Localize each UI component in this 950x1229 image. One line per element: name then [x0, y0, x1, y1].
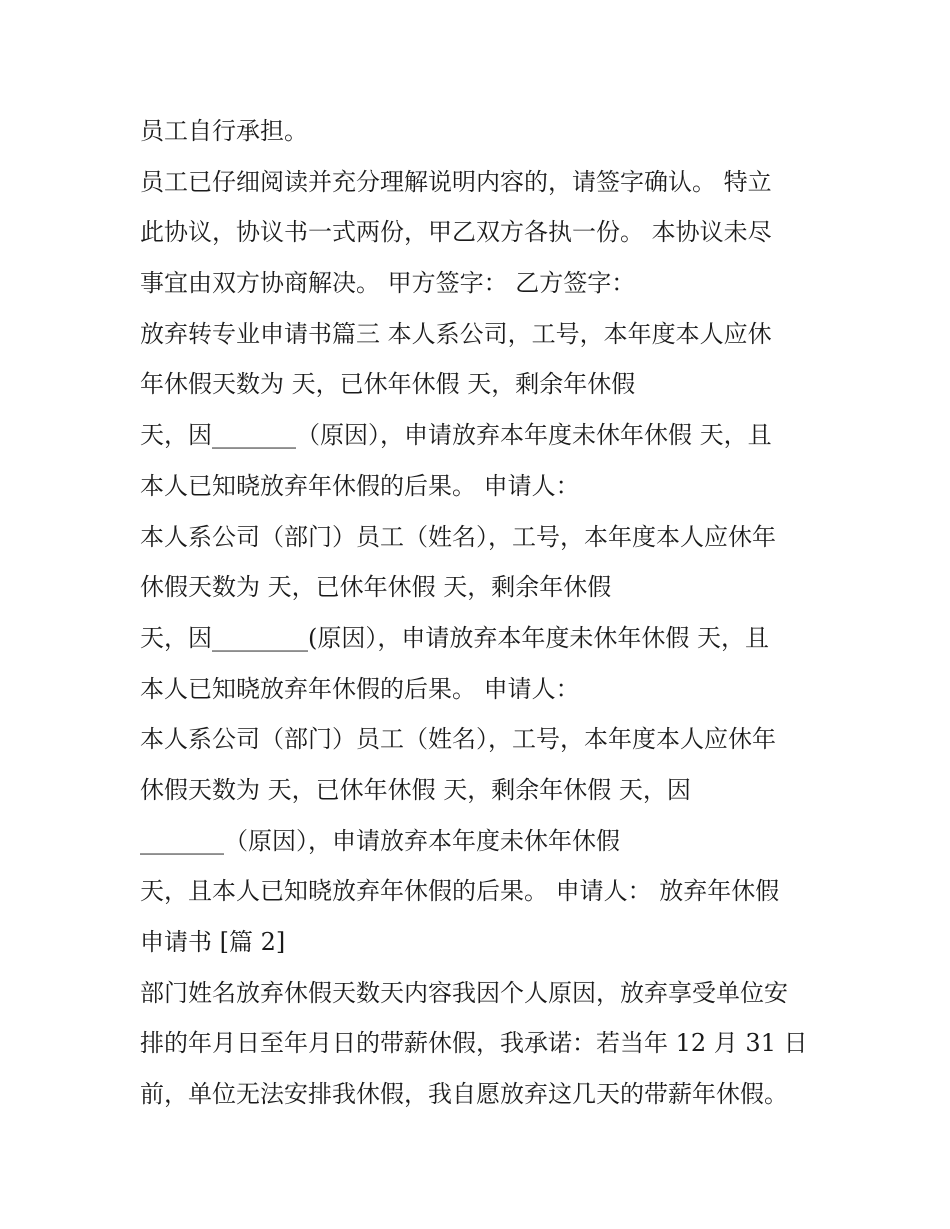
text-line: 事宜由双方协商解决。 甲方签字： 乙方签字： — [140, 269, 636, 298]
text-line: 本人已知晓放弃年休假的后果。 申请人： — [140, 471, 580, 500]
text-line: 本人系公司（部门）员工（姓名），工号，本年度本人应休年 — [140, 725, 776, 754]
text-line: _______（原因），申请放弃本年度未休年休假 — [140, 826, 620, 855]
text-line: 天，且本人已知晓放弃年休假的后果。 申请人： 放弃年休假 — [140, 877, 780, 906]
text-line: 休假天数为 天，已休年休假 天，剩余年休假 天，因 — [140, 775, 691, 804]
text-line: 部门姓名放弃休假天数天内容我因个人原因，放弃享受单位安 — [140, 978, 788, 1007]
text-line: 本人已知晓放弃年休假的后果。 申请人： — [140, 674, 580, 703]
text-line: 员工自行承担。 — [140, 117, 308, 145]
text-line: 天，因________(原因），申请放弃本年度未休年休假 天，且 — [140, 623, 769, 652]
text-line: 申请书 [篇 2] — [140, 928, 286, 956]
text-line: 前，单位无法安排我休假，我自愿放弃这几天的带薪年休假。 — [140, 1080, 788, 1109]
text-line: 放弃转专业申请书篇三 本人系公司，工号，本年度本人应休 — [140, 319, 772, 348]
text-line: 此协议，协议书一式两份，甲乙双方各执一份。 本协议未尽 — [140, 218, 772, 247]
text-line: 天，因_______（原因），申请放弃本年度未休年休假 天，且 — [140, 421, 772, 450]
text-line: 休假天数为 天，已休年休假 天，剩余年休假 — [140, 573, 612, 602]
text-line: 排的年月日至年月日的带薪休假，我承诺：若当年 12 月 31 日 — [140, 1029, 808, 1058]
text-line: 本人系公司（部门）员工（姓名），工号，本年度本人应休年 — [140, 522, 776, 551]
text-line: 年休假天数为 天，已休年休假 天，剩余年休假 — [140, 370, 636, 399]
text-line: 员工已仔细阅读并充分理解说明内容的，请签字确认。 特立 — [140, 167, 772, 196]
document-body — [140, 106, 830, 1120]
